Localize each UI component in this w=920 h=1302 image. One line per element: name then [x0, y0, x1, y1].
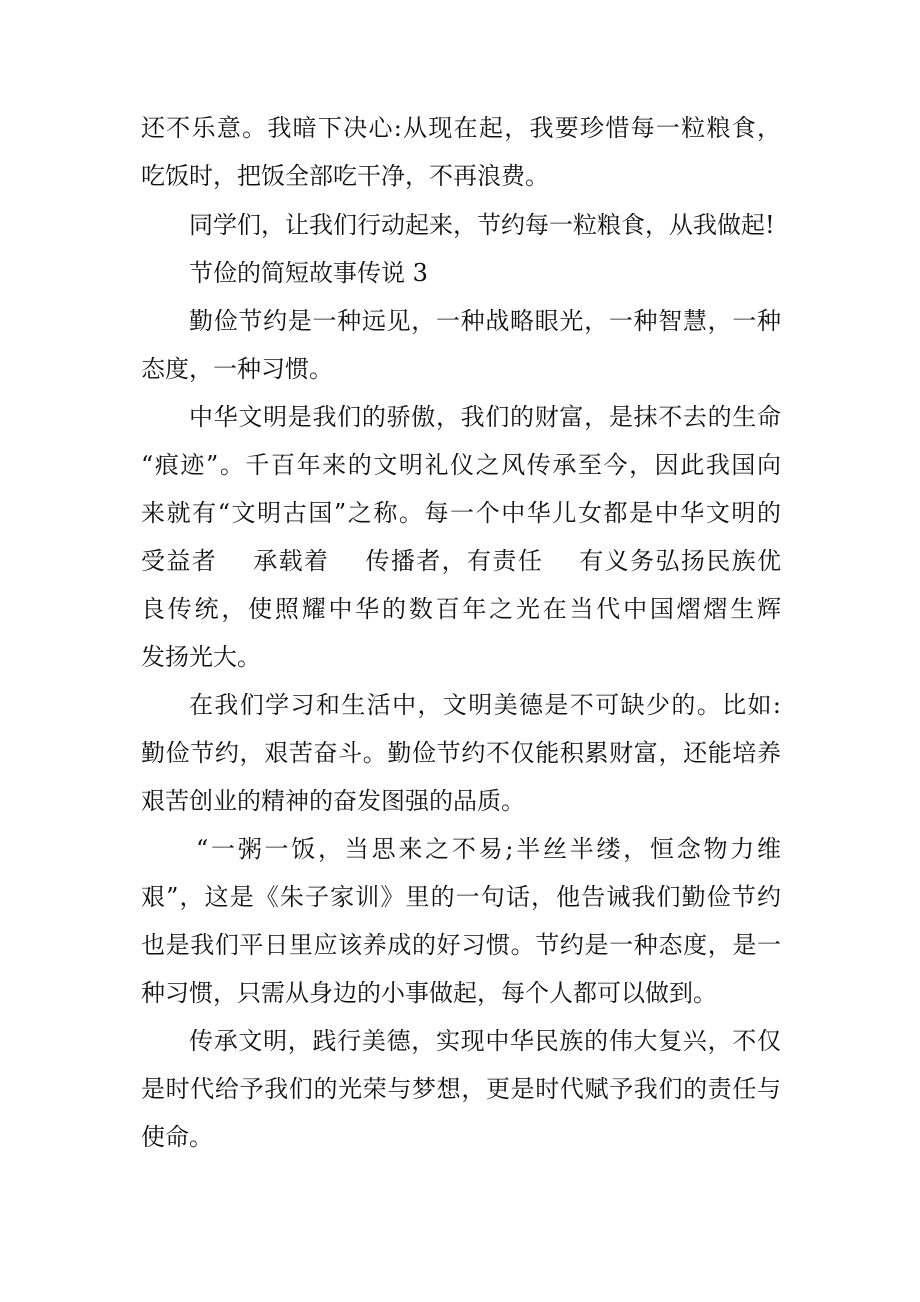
section-heading: 节俭的简短故事传说 3 — [189, 259, 428, 287]
text-line: 发扬光大。 — [141, 643, 261, 671]
text-line: 艰”，这是《朱子家训》里的一句话，他告诫我们勤俭节约 — [141, 883, 781, 911]
text-line: 是时代给予我们的光荣与梦想，更是时代赋予我们的责任与 — [141, 1075, 781, 1103]
text-line: 使命。 — [141, 1123, 213, 1151]
text-line: “痕迹”。千百年来的文明礼仪之风传承至今，因此我国向 — [141, 451, 781, 479]
text-line: 勤俭节约，艰苦奋斗。勤俭节约不仅能积累财富，还能培养 — [141, 739, 781, 767]
text-line: 种习惯，只需从身边的小事做起，每个人都可以做到。 — [141, 979, 717, 1007]
text-line: 也是我们平日里应该养成的好习惯。节约是一种态度，是一 — [141, 931, 781, 959]
text-line: 在我们学习和生活中，文明美德是不可缺少的。比如: — [189, 691, 781, 719]
text-line: 同学们，让我们行动起来，节约每一粒粮食，从我做起! — [189, 211, 775, 239]
text-line: 勤俭节约是一种远见，一种战略眼光，一种智慧，一种 — [189, 307, 781, 335]
text-line: 艰苦创业的精神的奋发图强的品质。 — [141, 787, 525, 815]
text-line: 吃饭时，把饭全部吃干净，不再浪费。 — [141, 162, 549, 190]
text-line: 受益者 承载着 传播者，有责任 有义务弘扬民族优 — [141, 547, 781, 575]
text-line: 良传统，使照耀中华的数百年之光在当代中国熠熠生辉 — [141, 595, 781, 623]
text-line: 来就有“文明古国”之称。每一个中华儿女都是中华文明的 — [141, 499, 781, 527]
text-line: 态度，一种习惯。 — [141, 355, 333, 383]
text-line: “一粥一饭，当思来之不易;半丝半缕，恒念物力维 — [196, 835, 781, 863]
text-line: 中华文明是我们的骄傲，我们的财富，是抹不去的生命 — [189, 403, 781, 431]
text-line: 传承文明，践行美德，实现中华民族的伟大复兴，不仅 — [189, 1027, 781, 1055]
text-line: 还不乐意。我暗下决心:从现在起，我要珍惜每一粒粮食， — [141, 114, 781, 142]
